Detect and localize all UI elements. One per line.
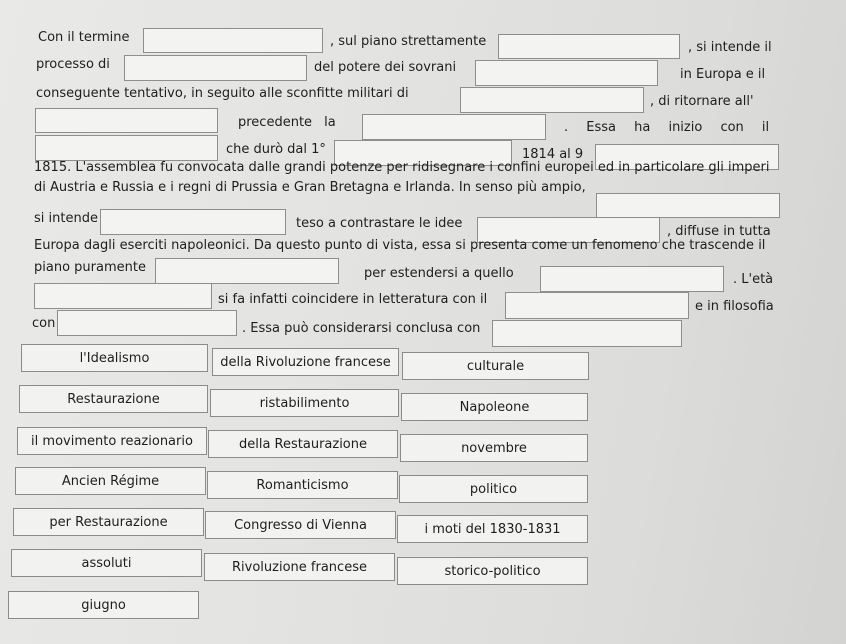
option-tile[interactable]: giugno (8, 591, 199, 619)
text-line-4a: precedente la (238, 115, 336, 130)
text-line-9: Europa dagli eserciti napoleonici. Da questo punto di vista, essa si presenta come un fenomeno che trascende il (34, 238, 766, 253)
option-tile[interactable]: storico-politico (397, 557, 588, 585)
option-tile[interactable]: della Restaurazione (208, 430, 398, 458)
text-line-2c: in Europa e il (680, 67, 766, 82)
text-line-1b: , sul piano strettamente (330, 34, 487, 49)
option-tile[interactable]: ristabilimento (210, 389, 399, 417)
option-tile[interactable]: della Rivoluzione francese (212, 348, 399, 376)
text-line-11a: si fa infatti coincidere in letteratura con il (218, 292, 488, 307)
blank-3[interactable] (124, 55, 307, 81)
blank-1[interactable] (143, 28, 323, 53)
blank-16[interactable] (34, 283, 212, 309)
blank-18[interactable] (57, 310, 237, 336)
blank-15[interactable] (540, 266, 724, 292)
option-tile[interactable]: l'Idealismo (21, 344, 208, 372)
blank-5[interactable] (460, 87, 644, 113)
option-tile[interactable]: i moti del 1830-1831 (397, 515, 588, 543)
option-tile[interactable]: politico (399, 475, 588, 503)
text-line-8c: , diffuse in tutta (667, 224, 771, 239)
text-line-2b: del potere dei sovrani (314, 60, 457, 75)
option-tile[interactable]: culturale (402, 352, 589, 380)
option-tile[interactable]: Romanticismo (207, 471, 398, 499)
text-line-8b: teso a contrastare le idee (296, 216, 463, 231)
option-tile[interactable]: novembre (400, 434, 588, 462)
option-tile[interactable]: Congresso di Vienna (205, 511, 396, 539)
option-tile[interactable]: assoluti (11, 549, 202, 577)
text-line-1a: Con il termine (38, 30, 130, 45)
text-line-3a: conseguente tentativo, in seguito alle sconfitte militari di (36, 86, 409, 101)
text-line-10c: . L'età (733, 272, 774, 287)
option-tile[interactable]: il movimento reazionario (17, 427, 207, 455)
blank-7[interactable] (362, 114, 546, 140)
text-line-3b: , di ritornare all' (650, 94, 754, 109)
text-line-12a: con (32, 316, 56, 331)
text-line-8a: si intende (34, 211, 98, 226)
option-tile[interactable]: per Restaurazione (13, 508, 204, 536)
blank-14[interactable] (155, 258, 339, 284)
text-line-12b: . Essa può considerarsi conclusa con (242, 321, 481, 336)
option-tile[interactable]: Restaurazione (19, 385, 208, 413)
option-tile[interactable]: Napoleone (401, 393, 588, 421)
option-tile[interactable]: Ancien Régime (15, 467, 206, 495)
blank-2[interactable] (498, 34, 680, 59)
text-line-10a: piano puramente (34, 260, 146, 275)
blank-11[interactable] (596, 193, 780, 218)
blank-17[interactable] (505, 292, 689, 319)
blank-4[interactable] (475, 60, 658, 86)
text-line-7: di Austria e Russia e i regni di Prussia e Gran Bretagna e Irlanda. In senso più ampio, (34, 180, 586, 195)
text-line-2a: processo di (36, 57, 110, 72)
text-line-1c: , si intende il (688, 40, 772, 55)
text-line-10b: per estendersi a quello (364, 266, 514, 281)
text-line-5a: che durò dal 1° (226, 142, 326, 157)
text-line-4b: . Essa ha inizio con il (564, 120, 770, 135)
blank-8[interactable] (35, 135, 218, 161)
blank-12[interactable] (100, 209, 286, 235)
blank-6[interactable] (35, 108, 218, 133)
text-line-5b: 1814 al 9 (522, 147, 584, 162)
text-line-11b: e in filosofia (695, 299, 774, 314)
blank-19[interactable] (492, 320, 682, 347)
option-tile[interactable]: Rivoluzione francese (204, 553, 395, 581)
text-line-6: 1815. L'assemblea fu convocata dalle grandi potenze per ridisegnare i confini europei ed in particolare gli imperi (34, 160, 770, 175)
